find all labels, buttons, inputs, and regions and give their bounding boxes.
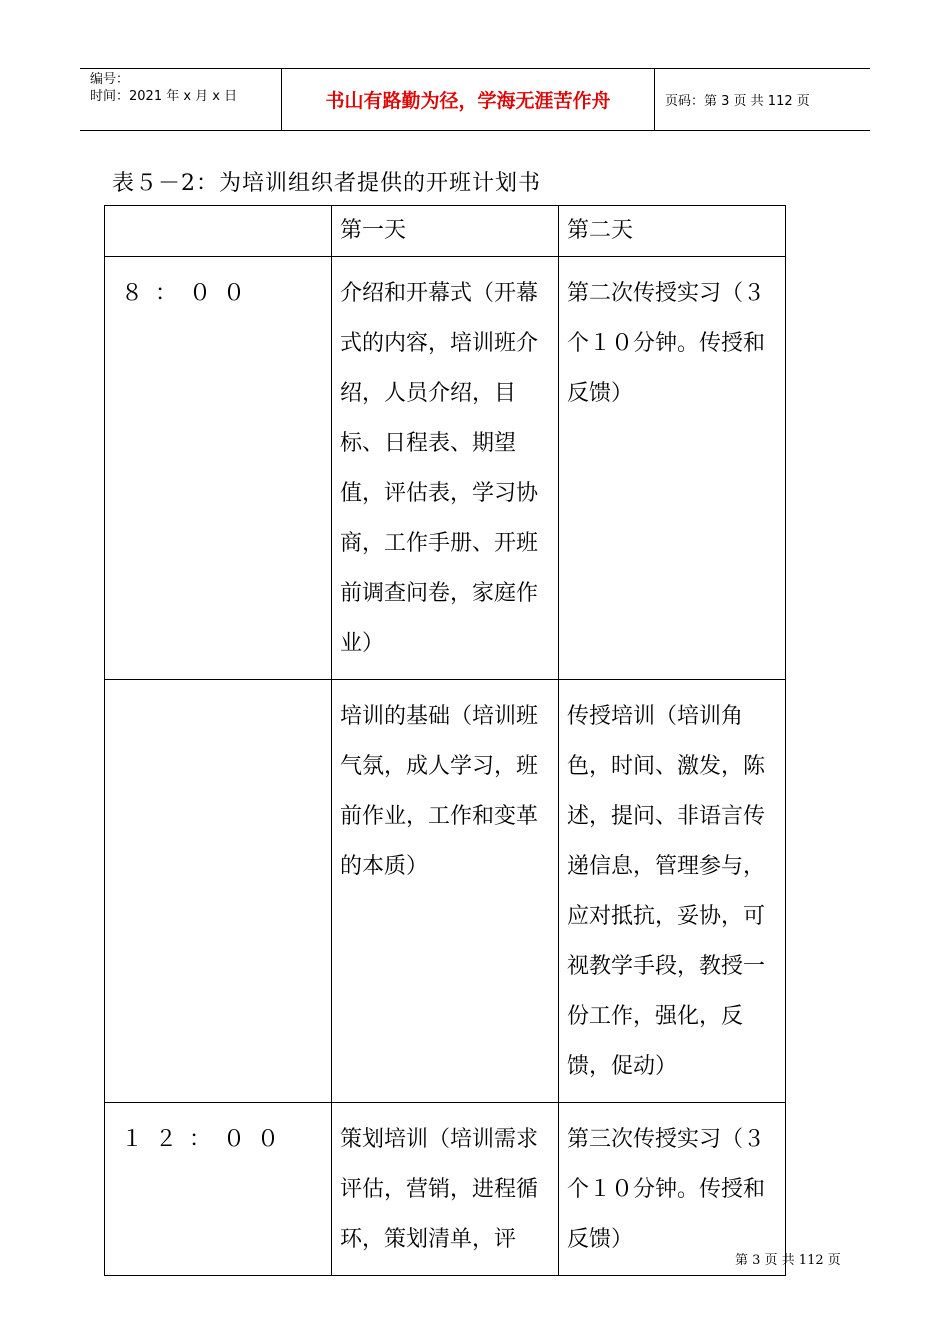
- day1-cell: 培训的基础（培训班气氛，成人学习，班前作业，工作和变革的本质）: [332, 680, 559, 1103]
- header-meta: [80, 69, 280, 130]
- document-date: 时间：2021 年 x 月 x 日: [90, 89, 238, 104]
- page-header: [80, 68, 870, 131]
- time-cell: [105, 680, 332, 1103]
- table-header-row: [105, 206, 786, 257]
- day2-cell: 第三次传授实习（３个１０分钟。传授和反馈）: [559, 1103, 786, 1276]
- day2-cell: 第二次传授实习（３个１０分钟。传授和反馈）: [559, 257, 786, 680]
- header-page-info: 页码：第 3 页 共 112 页: [665, 94, 810, 109]
- header-cell-day1: 第一天: [332, 206, 559, 257]
- header-cell-day2: 第二天: [559, 206, 786, 257]
- training-plan-table: [104, 205, 786, 1276]
- table-row: [105, 1103, 786, 1276]
- document-number-label: 编号：: [90, 72, 130, 87]
- day2-cell: 传授培训（培训角色，时间、激发，陈述，提问、非语言传递信息，管理参与，应对抵抗，妥协，可视教学手段，教授一份工作，强化，反馈，促动）: [559, 680, 786, 1103]
- page-footer: 第 3 页 共 112 页: [735, 1253, 841, 1268]
- time-cell: ８：００: [105, 257, 332, 680]
- table-row: [105, 257, 786, 680]
- day1-cell: 介绍和开幕式（开幕式的内容，培训班介绍，人员介绍，目标、日程表、期望值，评估表，学习协商，工作手册、开班前调查问卷，家庭作业）: [332, 257, 559, 680]
- header-motto: 书山有路勤为径，学海无涯苦作舟: [281, 69, 655, 130]
- header-cell-empty: [105, 206, 332, 257]
- time-cell: １２：００: [105, 1103, 332, 1276]
- table-caption: 表５－2：为培训组织者提供的开班计划书: [112, 171, 541, 196]
- table-row: [105, 680, 786, 1103]
- day1-cell: 策划培训（培训需求评估，营销，进程循环，策划清单，评: [332, 1103, 559, 1276]
